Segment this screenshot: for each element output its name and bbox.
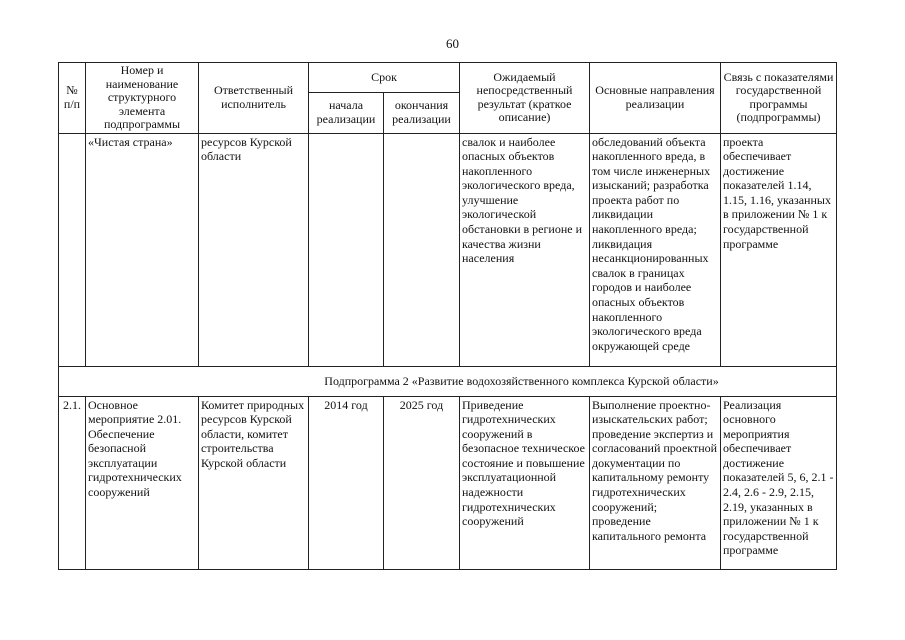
- row-executor: Комитет природных ресурсов Курской области, комитет строительства Курской области: [199, 396, 309, 569]
- header-element-name: Номер и наименование структурного элемента подпрограммы: [86, 63, 199, 134]
- header-period: Срок: [309, 63, 460, 93]
- header-executor: Ответственный исполнитель: [199, 63, 309, 134]
- row-end: 2025 год: [384, 396, 460, 569]
- row-start: [309, 133, 384, 366]
- header-end: окончания реализации: [384, 92, 460, 133]
- row-element-name: «Чистая страна»: [86, 133, 199, 366]
- header-directions: Основные направления реализации: [590, 63, 721, 134]
- subprogram-title: Подпрограмма 2 «Развитие водохозяйственного комплекса Курской области»: [59, 366, 837, 396]
- header-number: № п/п: [59, 63, 86, 134]
- row-link: Реализация основного мероприятия обеспечивает достижение показателей 5, 6, 2.1 - 2.4, 2.6 - 2.9, 2.15, 2.19, указанных в приложении № 1 к государственной программе: [721, 396, 837, 569]
- row-directions: Выполнение проектно-изыскательских работ; проведение экспертиз и согласований проектной документации по капитальному ремонту гидротехнических сооружений; проведение капитального ремонта: [590, 396, 721, 569]
- row-number: 2.1.: [59, 396, 86, 569]
- program-table: [58, 62, 837, 570]
- row-result: Приведение гидротехнических сооружений в безопасное техническое состояние и повышение эксплуатационной надежности гидротехнических сооружений: [460, 396, 590, 569]
- row-element-name: Основное мероприятие 2.01. Обеспечение безопасной эксплуатации гидротехнических сооружений: [86, 396, 199, 569]
- header-start: начала реализации: [309, 92, 384, 133]
- header-link: Связь с показателями государственной программы (подпрограммы): [721, 63, 837, 134]
- row-executor: ресурсов Курской области: [199, 133, 309, 366]
- header-result: Ожидаемый непосредственный результат (краткое описание): [460, 63, 590, 134]
- row-number: [59, 133, 86, 366]
- subprogram-row: [59, 366, 837, 396]
- row-result: свалок и наиболее опасных объектов накопленного экологического вреда, улучшение экологической обстановки в регионе и качества жизни населения: [460, 133, 590, 366]
- table-row: [59, 133, 837, 366]
- page-number: 60: [446, 36, 459, 51]
- row-end: [384, 133, 460, 366]
- row-directions: обследований объекта накопленного вреда, в том числе инженерных изысканий; разработка проекта работ по ликвидации накопленного вреда; ликвидация несанкционированных свалок в границах городов и наиболее опасных объектов накопленного экологического вреда окружающей среде: [590, 133, 721, 366]
- table-row: [59, 396, 837, 569]
- row-link: проекта обеспечивает достижение показателей 1.14, 1.15, 1.16, указанных в приложении № 1 к государственной программе: [721, 133, 837, 366]
- row-start: 2014 год: [309, 396, 384, 569]
- header-row-1: [59, 63, 837, 93]
